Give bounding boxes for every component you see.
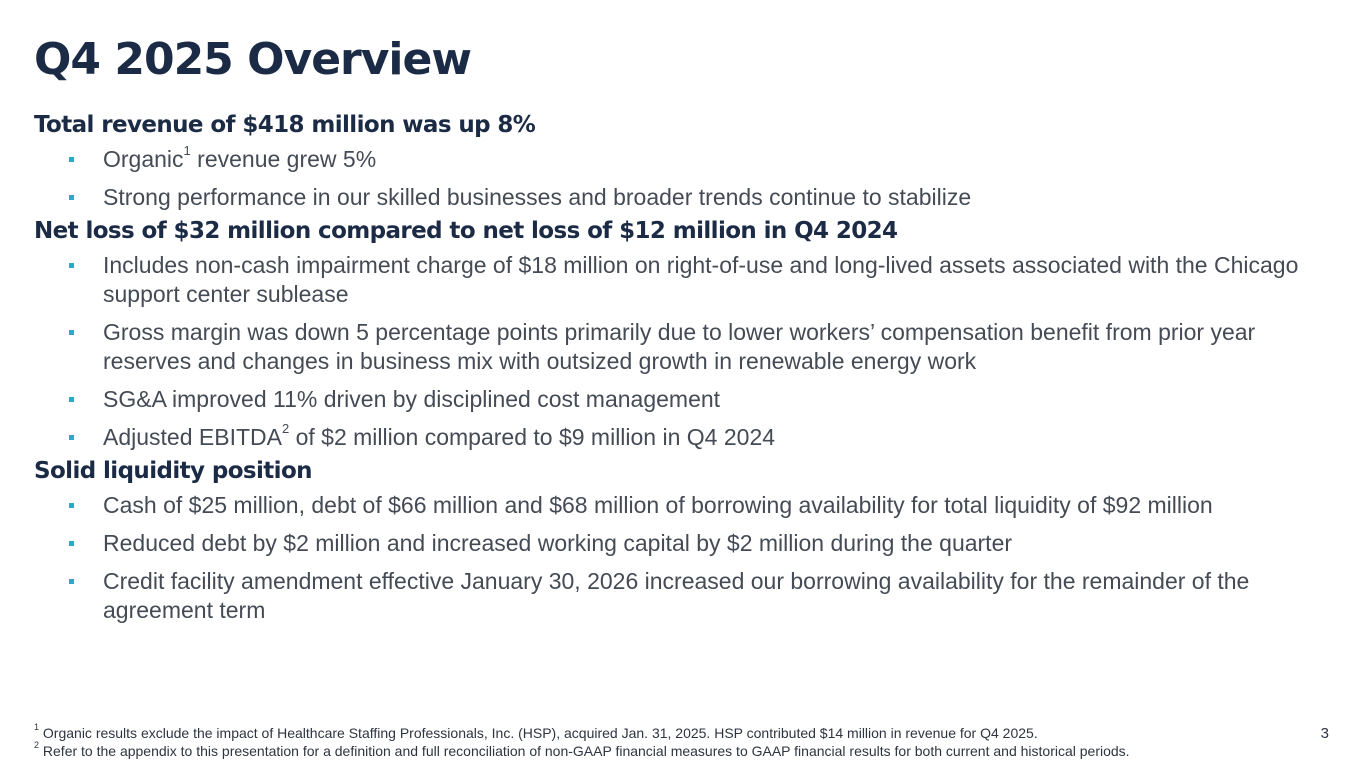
bullet-list-net-loss [34, 251, 1324, 452]
slide-title: Q4 2025 Overview [34, 34, 471, 85]
bullet-text: Gross margin was down 5 percentage points primarily due to lower workers’ compensation benefit from prior year reserves and changes in business mix with outsized growth in renewable energy work [103, 319, 1256, 374]
footnote-marker: 1 [34, 722, 40, 733]
bullet-item [34, 318, 1324, 376]
square-bullet-icon [69, 263, 74, 268]
section-heading-revenue: Total revenue of $418 million was up 8% [34, 112, 536, 138]
footnote-1 [34, 724, 1314, 742]
square-bullet-icon [69, 435, 74, 440]
section-heading-net-loss: Net loss of $32 million compared to net loss of $12 million in Q4 2024 [34, 218, 898, 244]
bullet-text: Includes non-cash impairment charge of $18 million on right-of-use and long-lived assets associated with the Chicago support center sublease [103, 252, 1299, 307]
footnote-text: Organic results exclude the impact of Healthcare Staffing Professionals, Inc. (HSP), acquired Jan. 31, 2025. HSP contributed $14 million in revenue for Q4 2025. [39, 725, 1038, 741]
square-bullet-icon [69, 541, 74, 546]
bullet-item [34, 251, 1324, 309]
section-heading-liquidity: Solid liquidity position [34, 458, 312, 484]
bullet-list-liquidity [34, 491, 1324, 625]
square-bullet-icon [69, 195, 74, 200]
bullet-text: Strong performance in our skilled businesses and broader trends continue to stabilize [103, 184, 972, 210]
footnotes [34, 724, 1314, 760]
square-bullet-icon [69, 397, 74, 402]
square-bullet-icon [69, 579, 74, 584]
bullet-item [34, 529, 1324, 558]
bullet-text-continued: of $2 million compared to $9 million in Q4 2024 [289, 424, 776, 450]
bullet-item [34, 491, 1324, 520]
bullet-text: SG&A improved 11% driven by disciplined cost management [103, 386, 721, 412]
bullet-list-revenue [34, 145, 1324, 212]
bullet-item [34, 423, 1324, 452]
bullet-text: Credit facility amendment effective January 30, 2026 increased our borrowing availability for the remainder of the agreement term [103, 568, 1250, 623]
bullet-item [34, 385, 1324, 414]
bullet-text: Organic [103, 146, 184, 172]
bullet-text: Adjusted EBITDA [103, 424, 282, 450]
square-bullet-icon [69, 157, 74, 162]
footnote-ref: 2 [281, 421, 290, 437]
square-bullet-icon [69, 503, 74, 508]
footnote-text: Refer to the appendix to this presentation for a definition and full reconciliation of non-GAAP financial measures to GAAP financial results for both current and historical periods. [39, 743, 1130, 759]
square-bullet-icon [69, 330, 74, 335]
footnote-ref: 1 [183, 143, 191, 159]
footnote-marker: 2 [34, 740, 40, 751]
bullet-item [34, 183, 1324, 212]
bullet-text: Reduced debt by $2 million and increased working capital by $2 million during the quarter [103, 530, 1013, 556]
bullet-text: Cash of $25 million, debt of $66 million and $68 million of borrowing availability for total liquidity of $92 million [103, 492, 1213, 518]
footnote-2 [34, 742, 1314, 760]
bullet-text-continued: revenue grew 5% [190, 146, 377, 172]
bullet-item [34, 145, 1324, 174]
bullet-item [34, 567, 1324, 625]
slide-content [34, 106, 1324, 625]
page-number: 3 [1320, 725, 1329, 742]
